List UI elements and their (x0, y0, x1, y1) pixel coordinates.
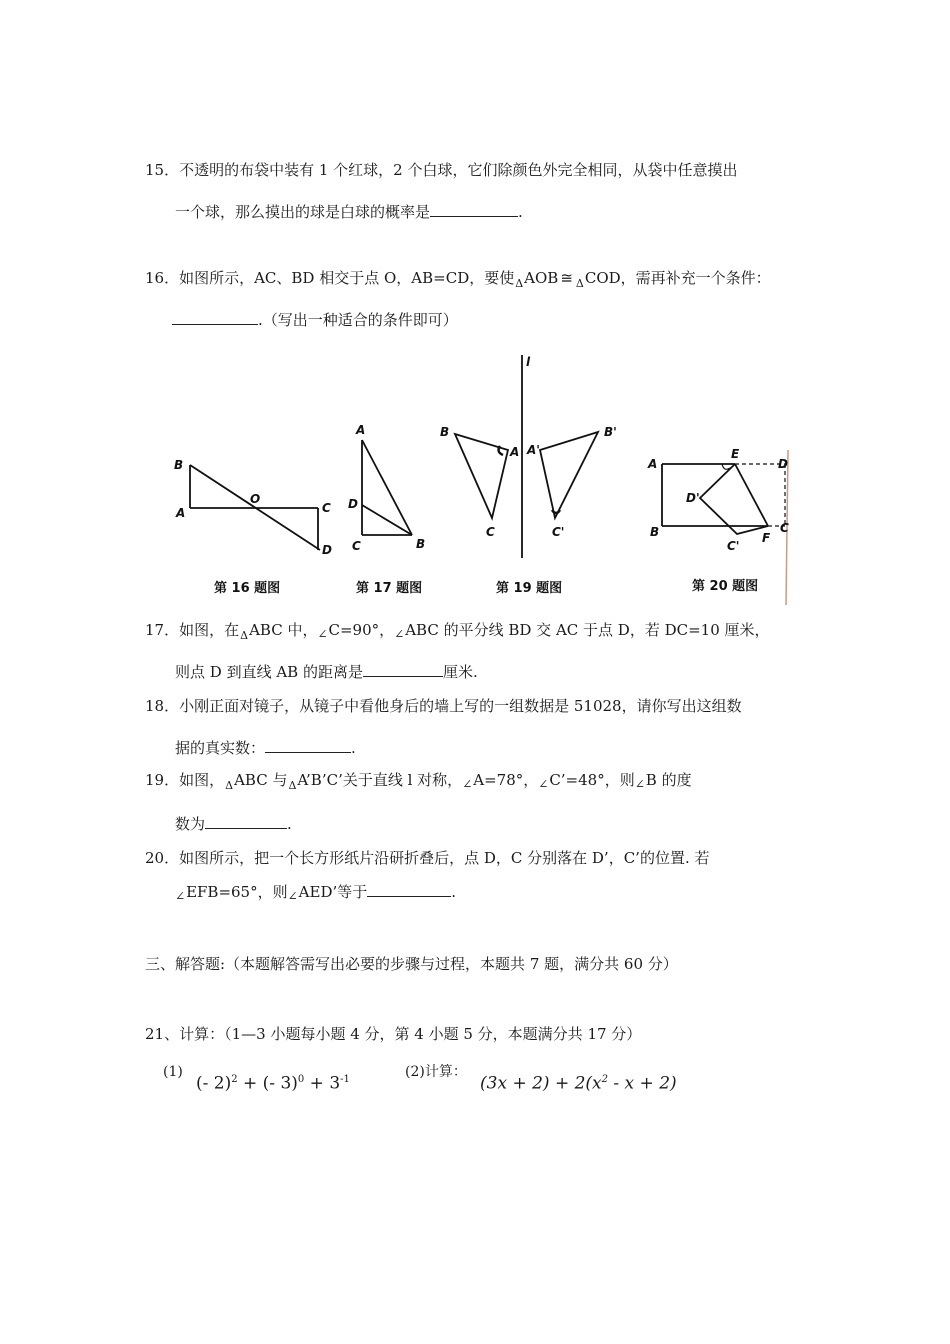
fig20-label-F: F (762, 531, 771, 545)
q19-text-5: C’=48°，则 (549, 771, 635, 789)
q15-text-2: 一个球，那么摸出的球是白球的概率是 (175, 203, 431, 221)
fig16-label-B: B (174, 458, 184, 472)
expr1-sup-1: 2 (231, 1074, 238, 1085)
q20-text-3: AED’等于 (298, 883, 368, 901)
caption-20: 第 20 题图 (692, 579, 759, 594)
figure-16 (174, 458, 332, 596)
q16-line2 (172, 310, 458, 330)
fig19-label-A: A (510, 445, 520, 459)
q20-line2 (175, 882, 456, 903)
q15-end: . (518, 203, 523, 221)
triangle-symbol: Δ (288, 779, 297, 792)
fig20-label-C-prime: C' (727, 539, 740, 553)
q17-answer-blank[interactable] (363, 662, 443, 677)
angle-symbol: ∠ (317, 627, 328, 641)
expr1-part-2: + (- 3) (237, 1073, 298, 1094)
triangle-symbol: Δ (515, 277, 524, 290)
q16-text-2: AOB (524, 269, 559, 287)
q15-text-1: 不透明的布袋中装有 1 个红球，2 个白球，它们除颜色外完全相同，从袋中任意摸出 (179, 161, 738, 179)
q19-end: . (287, 815, 292, 833)
q17-line2 (175, 662, 478, 682)
fig16-label-D: D (322, 543, 332, 557)
caption-19: 第 19 题图 (496, 581, 563, 596)
q21-sub2-label: (2)计算： (405, 1064, 467, 1080)
q21-title: 21、计算：（1—3 小题每小题 4 分，第 4 小题 5 分，本题满分共 17 分） (145, 1025, 642, 1043)
q20-answer-blank[interactable] (367, 882, 451, 897)
q19-line2 (175, 814, 292, 834)
q20-number: 20． (145, 849, 180, 867)
q21-expression-2 (480, 1070, 677, 1094)
q18-end: . (351, 739, 356, 757)
q19-text-7: 数为 (175, 815, 206, 833)
fig16-label-C: C (322, 501, 331, 515)
q17-text-4: ABC 的平分线 BD 交 AC 于点 D，若 DC=10 厘米， (405, 621, 770, 639)
q16-line1 (145, 268, 771, 290)
triangle-symbol: Δ (575, 277, 584, 290)
q17-text-6: 厘米. (442, 663, 478, 681)
fig20-label-B: B (650, 525, 660, 539)
angle-symbol: ∠ (287, 889, 298, 903)
fig17-label-B: B (416, 537, 426, 551)
triangle-symbol: Δ (225, 779, 234, 792)
section-3-title: 三、解答题:（本题解答需写出必要的步骤与过程，本题共 7 题，满分共 60 分） (145, 955, 678, 973)
q18-line1 (145, 696, 742, 716)
expr2-part-1: (3x + 2) + 2(x (480, 1073, 602, 1094)
q18-line2 (175, 738, 356, 758)
q15-line1 (145, 160, 738, 180)
q19-text-2: ABC 与 (234, 771, 288, 789)
q17-text-3: C=90°， (328, 621, 395, 639)
angle-symbol: ∠ (462, 777, 473, 791)
q20-end: . (451, 883, 457, 901)
fig17-label-D: D (348, 497, 358, 511)
q15-line2 (175, 202, 523, 222)
q19-line1 (145, 770, 692, 792)
q19-text-1: 如图， (179, 771, 225, 789)
fig20-label-D: D (778, 457, 788, 471)
fig20-label-C: C (780, 521, 789, 535)
fig19-label-B: B (440, 425, 450, 439)
fig19-label-C-prime: C' (552, 525, 565, 539)
expr1-sup-3: -1 (340, 1074, 350, 1085)
fig19-label-B-prime: B' (604, 425, 617, 439)
q17-text-5: 则点 D 到直线 AB 的距离是 (175, 663, 363, 681)
q17-number: 17． (145, 621, 180, 639)
q16-number: 16． (145, 269, 180, 287)
expr1-sup-2: 0 (297, 1074, 305, 1085)
figure-19 (440, 355, 617, 596)
q15-number: 15． (145, 161, 180, 179)
q19-text-4: A=78°， (473, 771, 539, 789)
fig17-label-C: C (352, 539, 361, 553)
q18-number: 18． (145, 697, 180, 715)
triangle-symbol: Δ (240, 629, 249, 642)
q20-text-2: EFB=65°，则 (186, 883, 288, 901)
fig16-label-A: A (176, 506, 186, 520)
fig20-label-D-prime: D' (686, 491, 700, 505)
expr2-part-2: - x + 2) (608, 1073, 677, 1094)
expr2-sup: 2 (601, 1074, 608, 1085)
fig19-label-C: C (486, 525, 495, 539)
fig19-label-A-prime: A' (527, 443, 540, 457)
fig19-label-l: l (526, 355, 531, 369)
expr1-part-3: + 3 (304, 1073, 341, 1094)
figure-20 (647, 447, 789, 605)
q21-expression-1 (196, 1070, 350, 1094)
caption-17: 第 17 题图 (356, 581, 423, 596)
q20-text-1: 如图所示，把一个长方形纸片沿研折叠后，点 D，C 分别落在 D’，C’的位置. 若 (179, 849, 710, 867)
figure-17 (348, 423, 425, 596)
q18-text-2: 据的真实数： (175, 739, 266, 757)
congruent-symbol: ≅ (560, 269, 573, 287)
q18-answer-blank[interactable] (265, 738, 351, 753)
q19-number: 19． (145, 771, 180, 789)
q17-text-1: 如图，在 (179, 621, 240, 639)
q16-text-4: .（写出一种适合的条件即可） (258, 311, 458, 329)
angle-symbol: ∠ (538, 777, 549, 791)
q20-line1 (145, 848, 709, 868)
figures-row (0, 350, 950, 610)
q21-sub1-label: (1) (163, 1064, 183, 1080)
q17-line1 (145, 620, 770, 642)
q18-text-1: 小刚正面对镜子，从镜子中看他身后的墙上写的一组数据是 51028，请你写出这组数 (179, 697, 742, 715)
angle-symbol: ∠ (394, 627, 405, 641)
q19-text-6: B 的度 (645, 771, 692, 789)
q17-text-2: ABC 中， (249, 621, 318, 639)
fig17-label-A: A (356, 423, 366, 437)
caption-16: 第 16 题图 (214, 581, 281, 596)
angle-symbol: ∠ (634, 777, 645, 791)
q16-text-1: 如图所示，AC、BD 相交于点 O，AB=CD，要使 (179, 269, 515, 287)
fig20-label-A: A (648, 457, 658, 471)
expr1-part-1: (- 2) (196, 1073, 232, 1094)
q19-answer-blank[interactable] (205, 814, 287, 829)
fig16-label-O: O (250, 492, 261, 506)
q19-text-3: A’B’C’关于直线 l 对称， (297, 771, 463, 789)
fig20-label-E: E (731, 447, 740, 461)
q16-answer-blank[interactable] (172, 310, 258, 325)
q16-text-3: COD，需再补充一个条件： (584, 269, 771, 287)
q15-answer-blank[interactable] (430, 202, 518, 217)
angle-symbol: ∠ (175, 889, 186, 903)
